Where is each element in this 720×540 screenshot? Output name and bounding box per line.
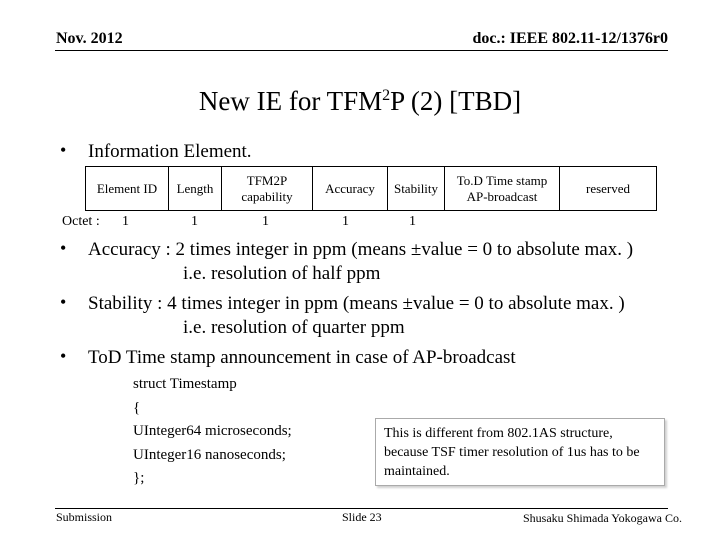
- footer-rule: [55, 508, 668, 509]
- code-line: UInteger16 nanoseconds;: [133, 446, 286, 463]
- bullet-stability-detail: i.e. resolution of quarter ppm: [183, 317, 405, 338]
- ie-format-table: [85, 166, 657, 211]
- header-doc-id: doc.: IEEE 802.11-12/1376r0: [472, 30, 668, 47]
- footer-author: Shusaku Shimada Yokogawa Co.: [522, 511, 682, 525]
- code-line: };: [133, 470, 145, 486]
- ie-field-accuracy: Accuracy: [313, 167, 388, 211]
- code-line: UInteger64 microseconds;: [133, 423, 292, 439]
- code-line: struct Timestamp: [133, 376, 237, 392]
- slide-title: [0, 86, 720, 117]
- title-text-before: New IE for TFM: [198, 86, 383, 116]
- footer-slide-number: Slide 23: [342, 510, 382, 524]
- header-date: Nov. 2012: [56, 30, 123, 47]
- bullet-accuracy: Accuracy : 2 times integer in ppm (means ±value = 0 to absolute max. ): [88, 239, 634, 260]
- note-text: This is different from 802.1AS structure, because TSF timer resolution of 1us has to be maintained.: [384, 426, 640, 479]
- ie-field-tfm2p-capability: TFM2P capability: [222, 167, 313, 211]
- note-callout: [375, 418, 665, 486]
- ie-field-length: Length: [169, 167, 222, 211]
- bullet-marker: •: [60, 292, 67, 312]
- ie-field-tod-timestamp: To.D Time stamp AP-broadcast: [445, 167, 560, 211]
- bullet-stability: Stability : 4 times integer in ppm (means ±value = 0 to absolute max. ): [88, 293, 625, 314]
- header-rule: [55, 50, 668, 51]
- ie-field-stability: Stability: [388, 167, 445, 211]
- bullet-marker: •: [60, 346, 67, 366]
- bullet-marker: •: [60, 238, 67, 258]
- octet-label: Octet :: [62, 214, 100, 229]
- ie-field-element-id: Element ID: [86, 167, 169, 211]
- title-text-after: P (2) [TBD]: [390, 86, 522, 116]
- octet-tfm2p-capability: 1: [262, 214, 269, 229]
- ie-field-row: [86, 167, 657, 211]
- octet-accuracy: 1: [342, 214, 349, 229]
- code-line: {: [133, 399, 141, 416]
- title-superscript: 2: [382, 87, 391, 104]
- bullet-tod-timestamp: ToD Time stamp announcement in case of AP-broadcast: [88, 347, 516, 368]
- octet-element-id: 1: [122, 214, 129, 229]
- timestamp-struct-code: [133, 373, 292, 491]
- footer-submission: Submission: [56, 510, 113, 524]
- ie-field-reserved: reserved: [560, 167, 657, 211]
- octet-length: 1: [191, 214, 198, 229]
- bullet-accuracy-detail: i.e. resolution of half ppm: [183, 263, 381, 284]
- bullet-marker: •: [60, 140, 67, 160]
- bullet-info-element: Information Element.: [88, 141, 252, 162]
- octet-stability: 1: [409, 214, 416, 229]
